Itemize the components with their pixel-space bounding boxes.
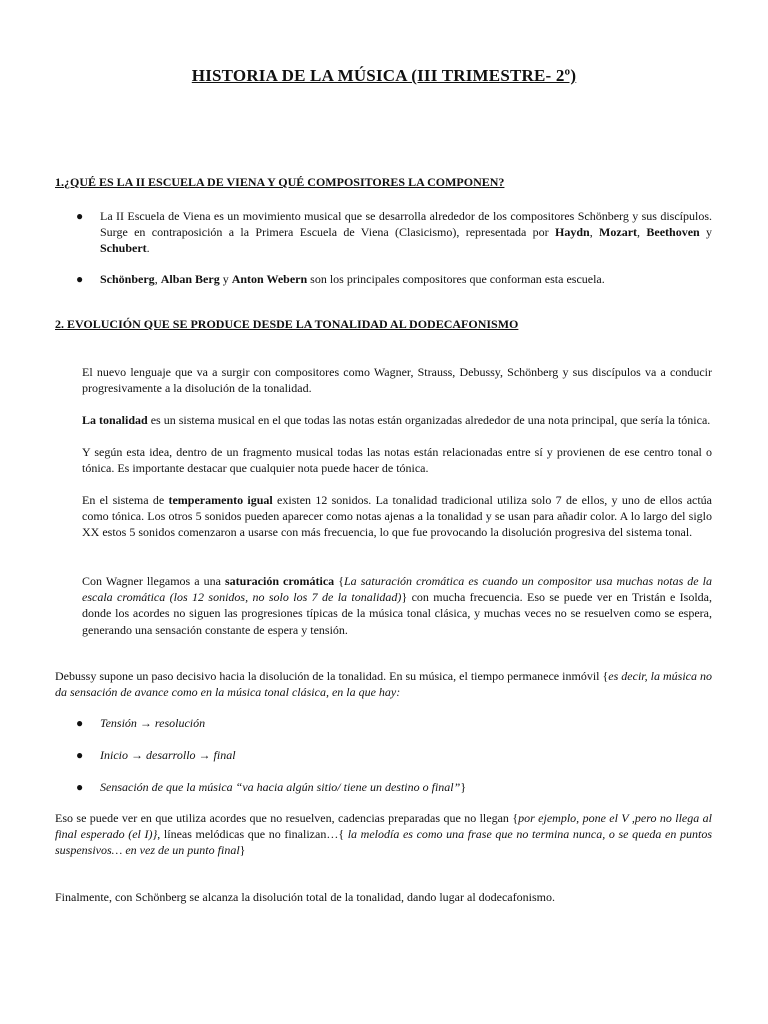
debussy-bullet-3: Sensación de que la música “va hacia algún sitio/ tiene un destino o final”} (100, 780, 467, 794)
paragraph-schonberg: Finalmente, con Schönberg se alcanza la disolución total de la tonalidad, dando lugar al dodecafonismo. (55, 890, 555, 904)
bullet-marker: ● (76, 716, 84, 730)
bullet-marker: ● (76, 209, 84, 223)
paragraph-1: El nuevo lenguaje que va a surgir con compositores como Wagner, Strauss, Debussy, Schönberg y sus discípulos va a conducir progresivamente a la disolución de la tonalidad. (82, 365, 712, 396)
section1-bullet-2: Schönberg, Alban Berg y Anton Webern son los principales compositores que conforman esta escuela. (100, 272, 605, 286)
debussy-bullet-2: Inicio → desarrollo → final (100, 748, 236, 762)
paragraph-tonalidad-cont: Y según esta idea, dentro de un fragmento musical todas las notas están relacionadas entre sí y provienen de ese centro tonal o tónica. Es importante destacar que cualquier nota puede hacer de tónica. (82, 445, 712, 476)
section1-bullet-1: La II Escuela de Viena es un movimiento musical que se desarrolla alrededor de los compositores Schönberg y sus discípulos. Surge en contraposición a la Primera Escuela de Viena (Clasicismo), representada por Haydn, Mozart, Beethoven y Schubert. (100, 209, 713, 256)
bullet-marker: ● (76, 272, 84, 286)
section1-heading: 1.¿QUÉ ES LA II ESCUELA DE VIENA Y QUÉ COMPOSITORES LA COMPONEN? (55, 175, 505, 189)
paragraph-wagner: Con Wagner llegamos a una saturación cromática {La saturación cromática es cuando un compositor usa muchas notas de la escala cromática (los 12 sonidos, no solo los 7 de la tonalidad)} con mucha frecuencia. Eso se puede ver en Tristán e Isolda, donde los acordes no siguen las progresiones típicas de la música tonal clásica, y muchas veces no se resuelven como se espera, generando una sensación constante de espera y tensión. (82, 574, 713, 637)
bullet-marker: ● (76, 748, 84, 762)
paragraph-debussy: Debussy supone un paso decisivo hacia la disolución de la tonalidad. En su música, el tiempo permanece inmóvil {es decir, la música no da sensación de avance como en la música tonal clásica, en la que hay: (55, 669, 713, 700)
paragraph-temperamento: En el sistema de temperamento igual existen 12 sonidos. La tonalidad tradicional utiliza solo 7 de ellos, y uno de ellos actúa como tónica. Los otros 5 sonidos pueden aparecer como notas ajenas a la tonalidad y se usan para añadir color. A lo largo del siglo XX estos 5 sonidos comenzaron a usarse con más frecuencia, lo que fue provocando la disolución progresiva del sistema tonal. (82, 493, 713, 540)
section2-heading: 2. EVOLUCIÓN QUE SE PRODUCE DESDE LA TONALIDAD AL DODECAFONISMO (55, 317, 519, 331)
paragraph-debussy-examples: Eso se puede ver en que utiliza acordes que no resuelven, cadencias preparadas que no llegan {por ejemplo, pone el V ,pero no llega al final esperado (el I)}, líneas melódicas que no finalizan…{ la melodía es como una frase que no termina nunca, o se queda en puntos suspensivos… en vez de un punto final} (55, 811, 712, 858)
page-title: HISTORIA DE LA MÚSICA (III TRIMESTRE- 2º) (191, 66, 577, 85)
bullet-marker: ● (76, 780, 84, 794)
paragraph-tonalidad: La tonalidad es un sistema musical en el que todas las notas están organizadas alrededor de una nota principal, que sería la tónica. (82, 413, 711, 427)
debussy-bullet-1: Tensión → resolución (100, 716, 206, 730)
